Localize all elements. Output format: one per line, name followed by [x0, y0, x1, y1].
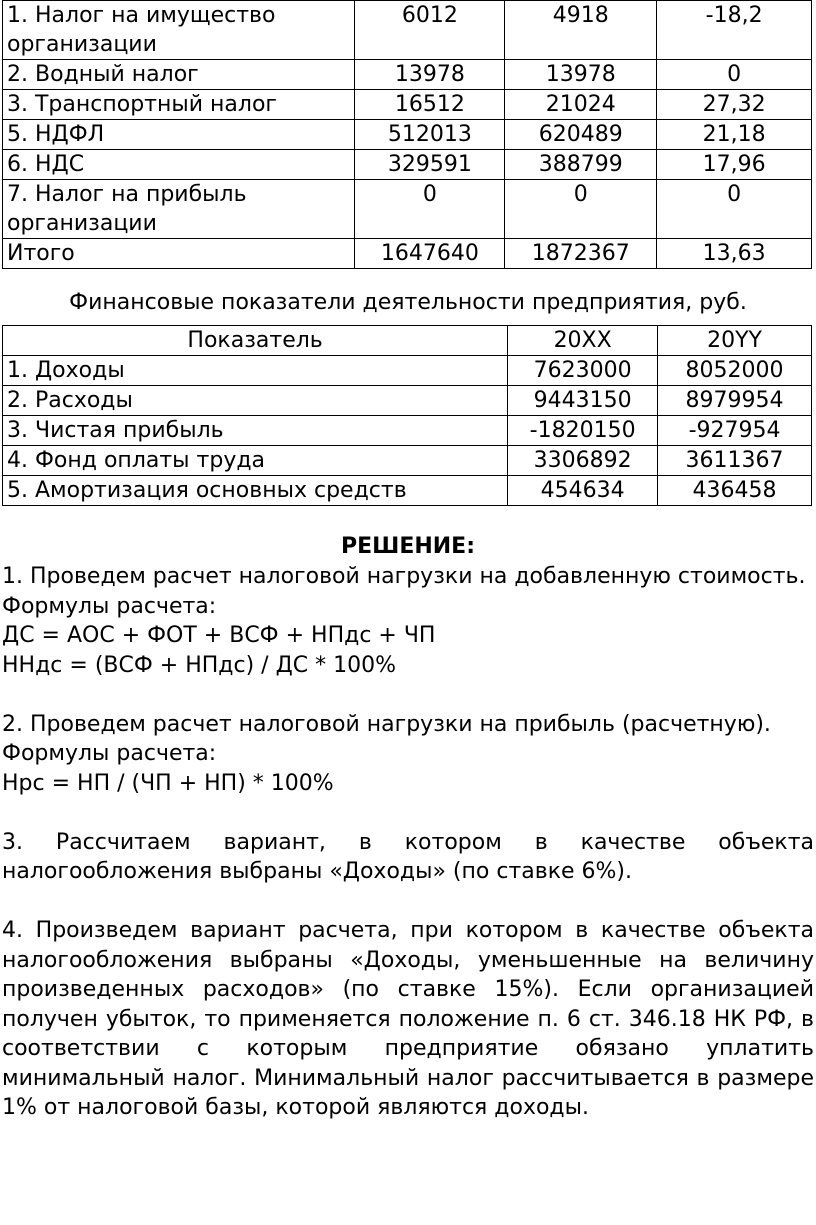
column-header: Показатель — [3, 326, 508, 356]
tax-value-cell: 16512 — [355, 90, 505, 120]
table-row — [3, 180, 812, 239]
solution-step-2: 2. Проведем расчет налоговой нагрузки на прибыль (расчетную). — [2, 711, 771, 737]
value-cell: 436458 — [658, 476, 812, 506]
table-row — [3, 239, 812, 269]
tax-table-body — [3, 1, 812, 269]
tax-name-cell: 5. НДФЛ — [3, 120, 355, 150]
solution-step-4: 4. Произведем вариант расчета, при котором в качестве объекта налогообложения выбраны «Доходы, уменьшенные на величину произведенных расходов» (по ставке 15%). Если организацией получен убыток, то применяется положение п. 6 ст. 346.18 НК РФ, в соответствии с которым предприятие обязано уплатить минимальный налог. Минимальный налог рассчитывается в размере 1% от налоговой базы, которой являются доходы. — [2, 918, 814, 1120]
formula: ННдс = (ВСФ + НПдс) / ДС * 100% — [2, 652, 397, 678]
spacer — [2, 887, 814, 917]
tax-name-cell: 2. Водный налог — [3, 60, 355, 90]
table-row — [3, 386, 812, 416]
solution-step-3: 3. Рассчитаем вариант, в котором в качестве объекта налогообложения выбраны «Доходы» (по ставке 6%). — [2, 829, 814, 884]
indicator-cell: 1. Доходы — [3, 356, 508, 386]
tax-total-label: Итого — [3, 239, 355, 269]
table-row — [3, 446, 812, 476]
table-row — [3, 150, 812, 180]
indicator-cell: 2. Расходы — [3, 386, 508, 416]
fin-table — [2, 325, 812, 506]
table-header-row — [3, 326, 812, 356]
tax-value-cell: 13978 — [355, 60, 505, 90]
value-cell: 8052000 — [658, 356, 812, 386]
tax-value-cell: 0 — [505, 180, 657, 239]
tax-value-cell: 329591 — [355, 150, 505, 180]
table-row — [3, 356, 812, 386]
tax-change-cell: 27,32 — [657, 90, 812, 120]
tax-value-cell: 4918 — [505, 1, 657, 60]
tax-value-cell: 388799 — [505, 150, 657, 180]
solution-section — [2, 532, 814, 1123]
fin-table-title: Финансовые показатели деятельности предприятия, руб. — [69, 290, 747, 315]
value-cell: 9443150 — [508, 386, 658, 416]
column-header: 20YY — [658, 326, 812, 356]
value-cell: 3611367 — [658, 446, 812, 476]
table-row — [3, 90, 812, 120]
tax-value-cell: 512013 — [355, 120, 505, 150]
formulas-label: Формулы расчета: — [2, 741, 217, 766]
tax-total-value: 1872367 — [505, 239, 657, 269]
solution-step-1: 1. Проведем расчет налоговой нагрузки на добавленную стоимость. — [2, 564, 806, 589]
tax-value-cell: 13978 — [505, 60, 657, 90]
table-row — [3, 120, 812, 150]
tax-table — [2, 0, 812, 269]
spacer — [2, 680, 814, 710]
formula: ДС = АОС + ФОТ + ВСФ + НПдс + ЧП — [2, 623, 436, 648]
table-row — [3, 476, 812, 506]
tax-change-cell: 17,96 — [657, 150, 812, 180]
formulas-label: Формулы расчета: — [2, 593, 217, 619]
value-cell: -927954 — [658, 416, 812, 446]
tax-name-cell: 6. НДС — [3, 150, 355, 180]
spacer — [2, 798, 814, 828]
indicator-cell: 5. Амортизация основных средств — [3, 476, 508, 506]
indicator-cell: 3. Чистая прибыль — [3, 416, 508, 446]
tax-total-change: 13,63 — [657, 239, 812, 269]
tax-value-cell: 6012 — [355, 1, 505, 60]
tax-value-cell: 620489 — [505, 120, 657, 150]
table-row — [3, 416, 812, 446]
tax-change-cell: -18,2 — [657, 1, 812, 60]
value-cell: -1820150 — [508, 416, 658, 446]
tax-name-cell: 3. Транспортный налог — [3, 90, 355, 120]
value-cell: 454634 — [508, 476, 658, 506]
tax-name-cell: 7. Налог на прибыль организации — [3, 180, 355, 239]
tax-change-cell: 21,18 — [657, 120, 812, 150]
value-cell: 3306892 — [508, 446, 658, 476]
tax-change-cell: 0 — [657, 60, 812, 90]
tax-total-value: 1647640 — [355, 239, 505, 269]
value-cell: 7623000 — [508, 356, 658, 386]
fin-table-body — [3, 326, 812, 506]
solution-heading: РЕШЕНИЕ: — [340, 534, 475, 559]
table-row — [3, 60, 812, 90]
tax-value-cell: 21024 — [505, 90, 657, 120]
indicator-cell: 4. Фонд оплаты труда — [3, 446, 508, 476]
tax-change-cell: 0 — [657, 180, 812, 239]
tax-name-cell: 1. Налог на имущество организации — [3, 1, 355, 60]
column-header: 20ХХ — [508, 326, 658, 356]
value-cell: 8979954 — [658, 386, 812, 416]
formula: Нрс = НП / (ЧП + НП) * 100% — [2, 770, 334, 796]
table-row — [3, 1, 812, 60]
tax-value-cell: 0 — [355, 180, 505, 239]
